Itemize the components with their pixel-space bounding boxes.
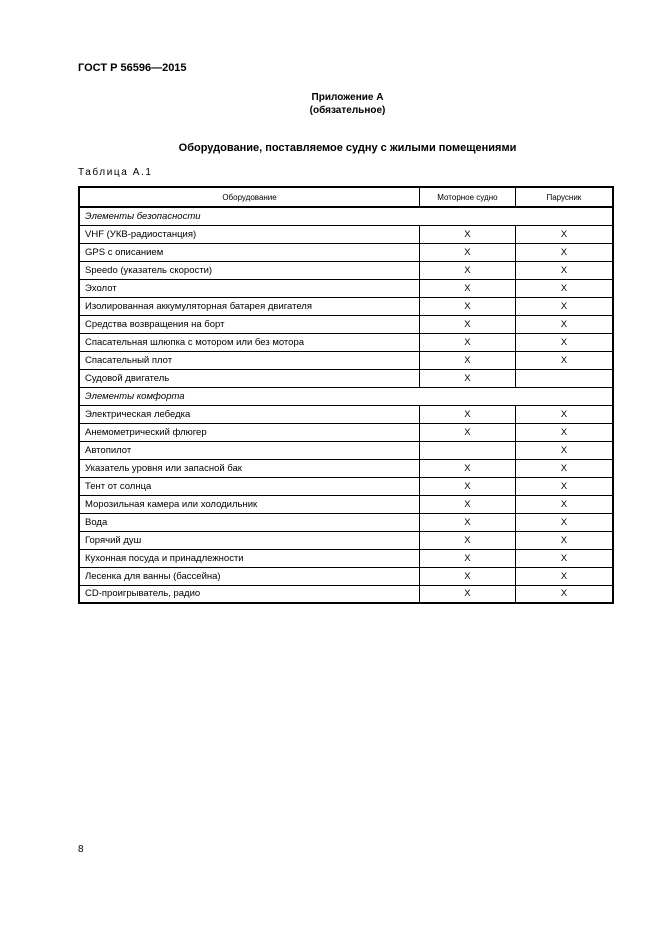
table-row (79, 495, 613, 513)
equipment-cell: Указатель уровня или запасной бак (79, 459, 420, 477)
motor-vessel-cell: X (420, 243, 516, 261)
table-row (79, 477, 613, 495)
sailboat-cell: X (515, 243, 613, 261)
sailboat-cell: X (515, 459, 613, 477)
section-title: Оборудование, поставляемое судну с жилыми помещениями (178, 142, 517, 154)
motor-vessel-cell: X (420, 585, 516, 603)
motor-vessel-cell: X (420, 567, 516, 585)
equipment-cell: VHF (УКВ-радиостанция) (79, 225, 420, 243)
equipment-cell: CD-проигрыватель, радио (79, 585, 420, 603)
equipment-cell: GPS с описанием (79, 243, 420, 261)
sailboat-cell: X (515, 567, 613, 585)
equipment-cell: Speedo (указатель скорости) (79, 261, 420, 279)
sailboat-cell: X (515, 261, 613, 279)
table-row (79, 279, 613, 297)
sailboat-cell: X (515, 477, 613, 495)
equipment-cell: Морозильная камера или холодильник (79, 495, 420, 513)
table-row (79, 261, 613, 279)
equipment-cell: Спасательная шлюпка с мотором или без мотора (79, 333, 420, 351)
section-label: Элементы безопасности (79, 207, 613, 225)
sailboat-cell: X (515, 333, 613, 351)
motor-vessel-cell: X (420, 279, 516, 297)
table-row (79, 459, 613, 477)
motor-vessel-cell: X (420, 315, 516, 333)
motor-vessel-cell: X (420, 225, 516, 243)
appendix-title: Приложение А (311, 92, 384, 103)
table-row (79, 351, 613, 369)
equipment-cell: Вода (79, 513, 420, 531)
section-label: Элементы комфорта (79, 387, 613, 405)
table-row (79, 513, 613, 531)
table-row (79, 225, 613, 243)
motor-vessel-cell: X (420, 549, 516, 567)
sailboat-cell: X (515, 405, 613, 423)
equipment-cell: Электрическая лебедка (79, 405, 420, 423)
appendix-status: (обязательное) (309, 105, 386, 116)
table-caption: Таблица А.1 (78, 167, 153, 178)
sailboat-cell: X (515, 513, 613, 531)
header-equipment: Оборудование (79, 187, 420, 207)
table-row (79, 243, 613, 261)
sailboat-cell: X (515, 423, 613, 441)
motor-vessel-cell: X (420, 531, 516, 549)
table-row (79, 369, 613, 387)
equipment-cell: Судовой двигатель (79, 369, 420, 387)
motor-vessel-cell: X (420, 423, 516, 441)
section-row (79, 207, 613, 225)
sailboat-cell: X (515, 225, 613, 243)
equipment-cell: Эхолот (79, 279, 420, 297)
equipment-table (78, 186, 614, 604)
sailboat-cell: X (515, 279, 613, 297)
sailboat-cell: X (515, 441, 613, 459)
equipment-cell: Лесенка для ванны (бассейна) (79, 567, 420, 585)
equipment-cell: Анемометрический флюгер (79, 423, 420, 441)
motor-vessel-cell: X (420, 369, 516, 387)
equipment-cell: Горячий душ (79, 531, 420, 549)
motor-vessel-cell: X (420, 477, 516, 495)
table-body (79, 207, 613, 603)
sailboat-cell: X (515, 531, 613, 549)
motor-vessel-cell: X (420, 495, 516, 513)
appendix-heading (0, 91, 661, 117)
equipment-cell: Средства возвращения на борт (79, 315, 420, 333)
sailboat-cell: X (515, 495, 613, 513)
table-row (79, 549, 613, 567)
motor-vessel-cell: X (420, 261, 516, 279)
table-row (79, 423, 613, 441)
header-motor-vessel: Моторное судно (420, 187, 516, 207)
header-sailboat: Парусник (515, 187, 613, 207)
document-code: ГОСТ Р 56596—2015 (78, 62, 187, 74)
equipment-cell: Тент от солнца (79, 477, 420, 495)
table-row (79, 567, 613, 585)
equipment-cell: Изолированная аккумуляторная батарея двигателя (79, 297, 420, 315)
motor-vessel-cell: X (420, 405, 516, 423)
motor-vessel-cell: X (420, 297, 516, 315)
table-row (79, 531, 613, 549)
motor-vessel-cell: X (420, 333, 516, 351)
sailboat-cell: X (515, 549, 613, 567)
table-row (79, 297, 613, 315)
motor-vessel-cell (420, 441, 516, 459)
table-row (79, 441, 613, 459)
table-row (79, 315, 613, 333)
table-row (79, 585, 613, 603)
sailboat-cell: X (515, 297, 613, 315)
sailboat-cell (515, 369, 613, 387)
table-row (79, 405, 613, 423)
table-row (79, 333, 613, 351)
motor-vessel-cell: X (420, 513, 516, 531)
table-header-row (79, 187, 613, 207)
page-number: 8 (78, 844, 84, 855)
motor-vessel-cell: X (420, 459, 516, 477)
motor-vessel-cell: X (420, 351, 516, 369)
equipment-cell: Кухонная посуда и принадлежности (79, 549, 420, 567)
sailboat-cell: X (515, 585, 613, 603)
equipment-cell: Спасательный плот (79, 351, 420, 369)
equipment-cell: Автопилот (79, 441, 420, 459)
sailboat-cell: X (515, 315, 613, 333)
sailboat-cell: X (515, 351, 613, 369)
section-row (79, 387, 613, 405)
